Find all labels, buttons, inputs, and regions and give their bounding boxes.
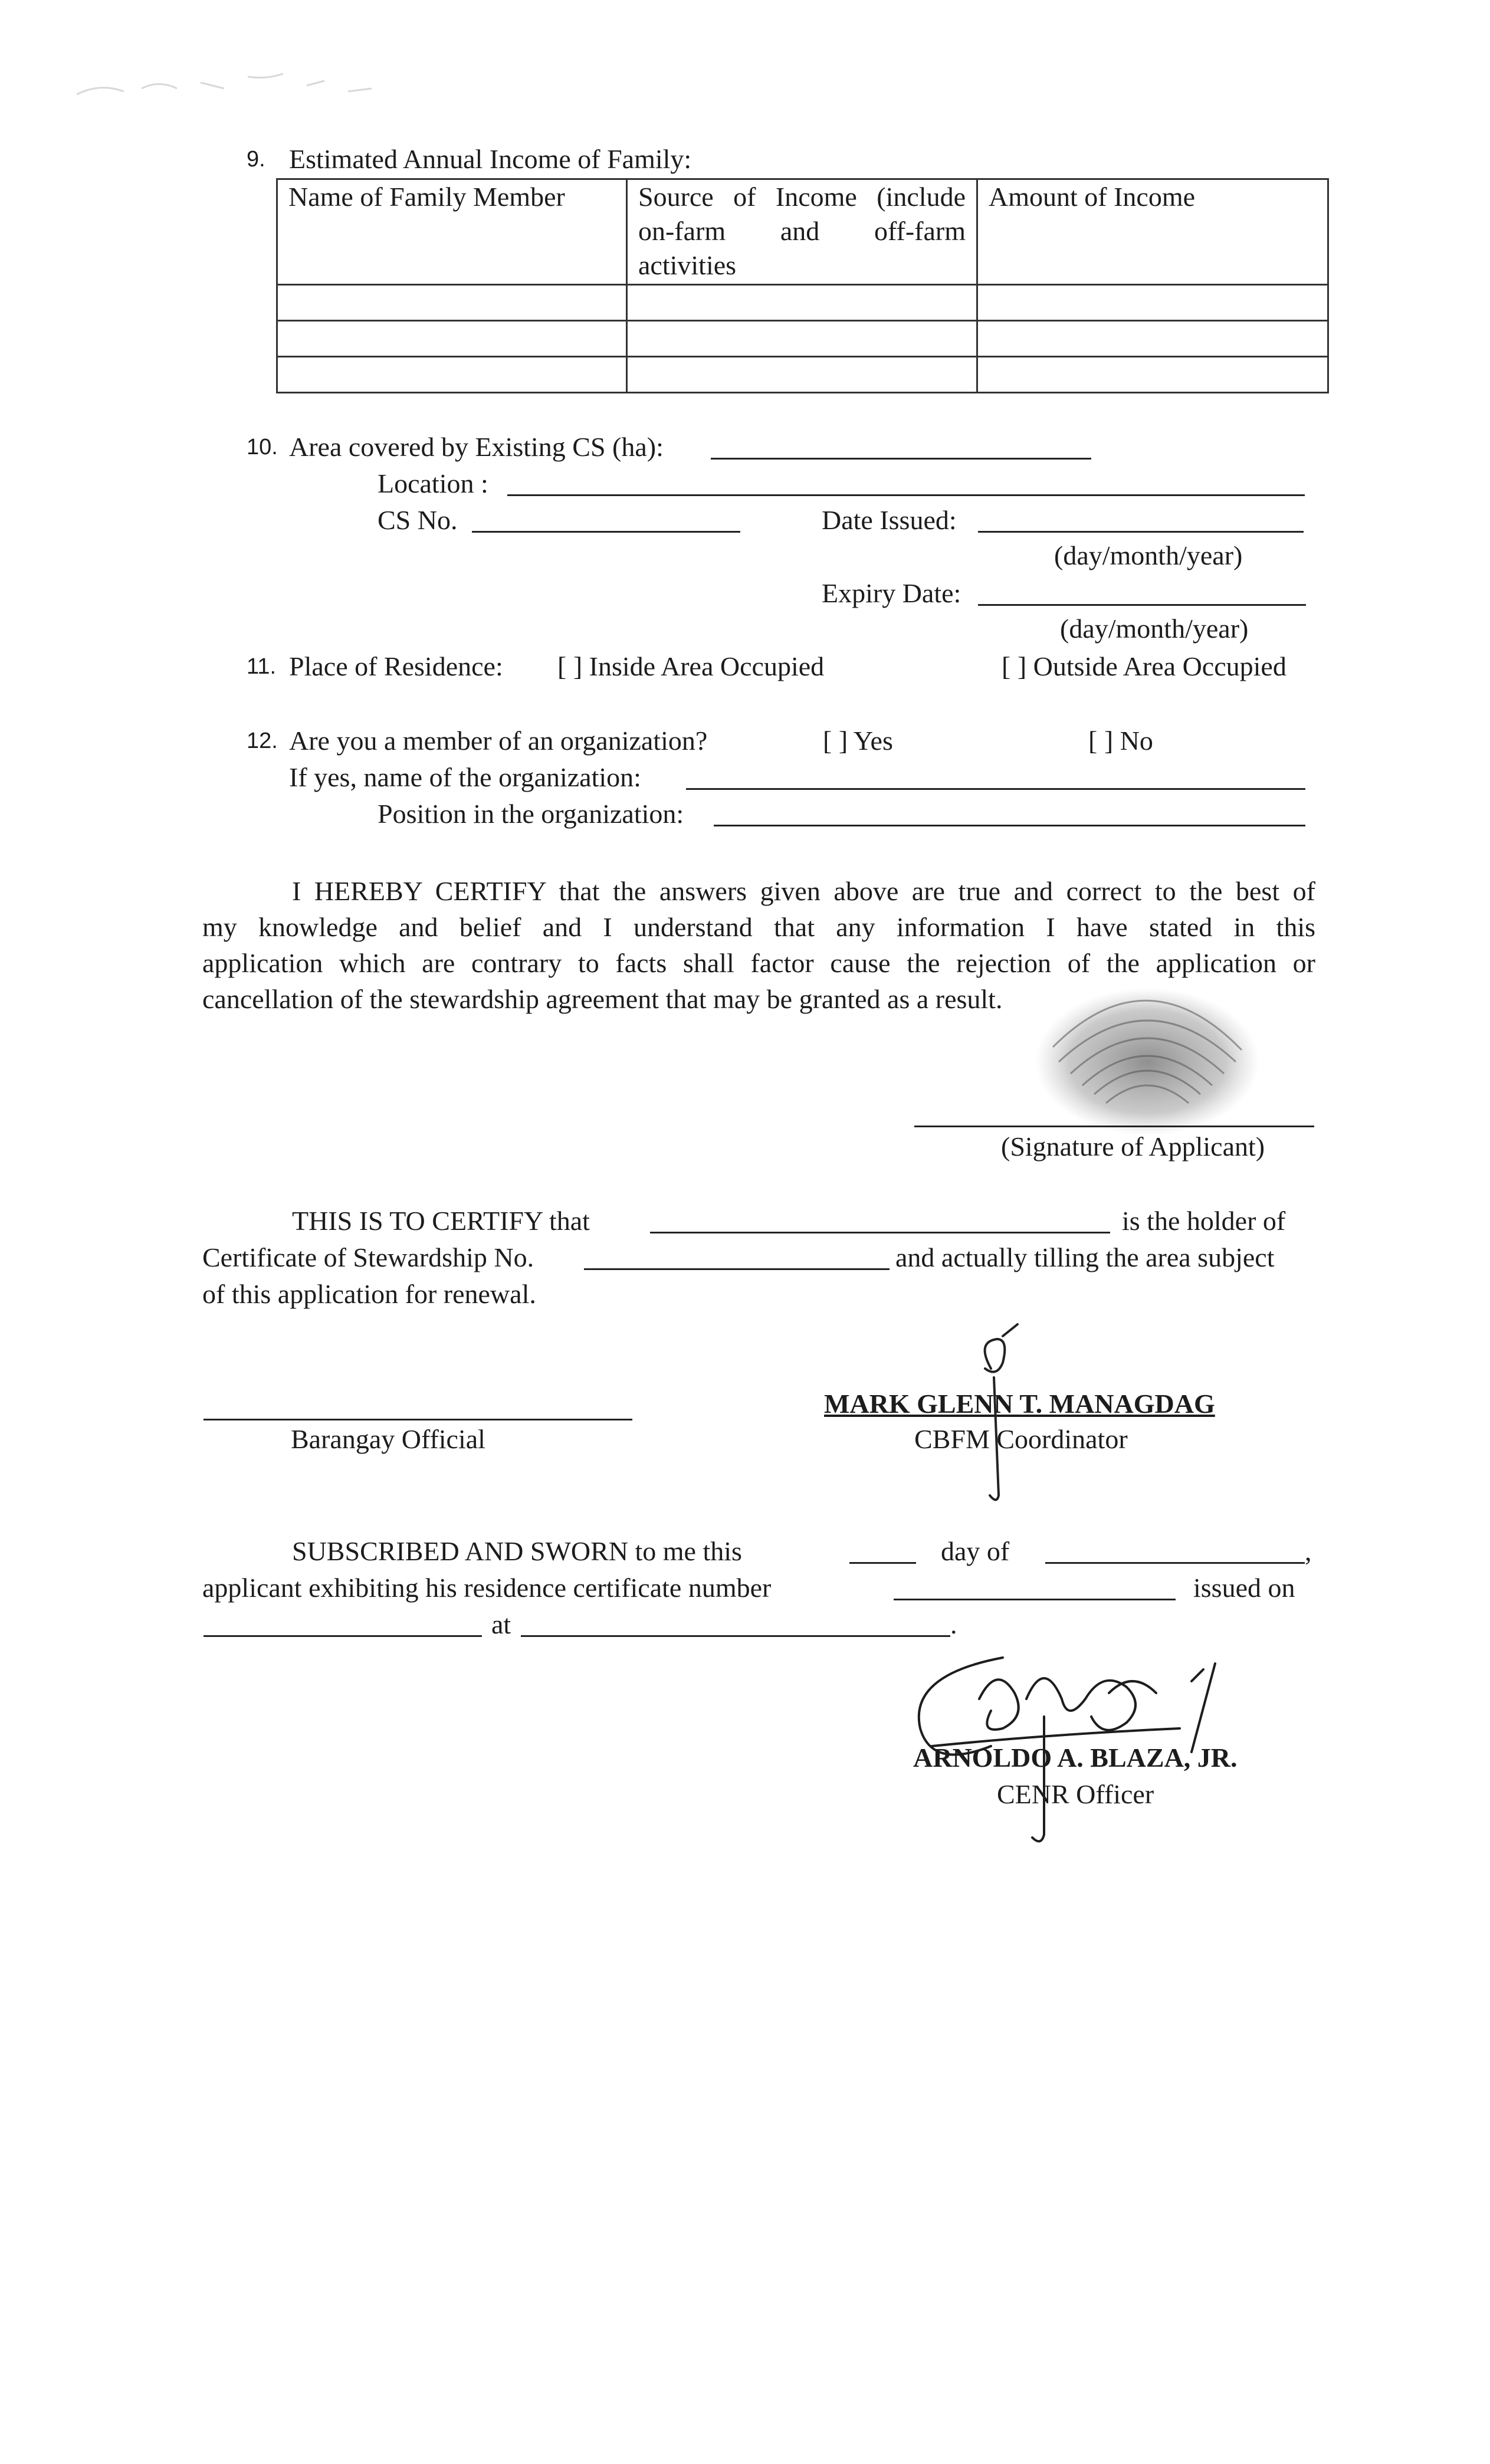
- income-table: [276, 178, 1329, 393]
- holder-cert-text: is the holder of: [1122, 1206, 1286, 1236]
- location-label: Location :: [378, 468, 488, 498]
- income-table-header: [277, 179, 1328, 285]
- sworn-text: day of: [941, 1536, 1010, 1566]
- issued-on-field[interactable]: [204, 1635, 482, 1637]
- expiry-date-field[interactable]: [978, 604, 1306, 606]
- sworn-text: applicant exhibiting his residence certificate number: [202, 1573, 772, 1603]
- org-position-field[interactable]: [714, 825, 1305, 826]
- holder-cert-text: and actually tilling the area subject: [895, 1242, 1275, 1272]
- coordinator-name: MARK GLENN T. MANAGDAG: [824, 1389, 1215, 1419]
- sworn-text: at: [491, 1609, 511, 1639]
- outside-area-checkbox[interactable]: [ ] Outside Area Occupied: [1002, 651, 1286, 681]
- stewardship-no-field[interactable]: [584, 1268, 890, 1270]
- org-position-label: Position in the organization:: [378, 799, 684, 829]
- thumbprint-mark: [1023, 979, 1271, 1144]
- sworn-text: SUBSCRIBED AND SWORN to me this: [292, 1536, 742, 1566]
- sworn-text: .: [950, 1609, 957, 1639]
- table-cell[interactable]: [626, 285, 977, 321]
- cs-no-field[interactable]: [472, 531, 740, 533]
- table-row: [277, 285, 1328, 321]
- org-name-field[interactable]: [686, 788, 1305, 790]
- section-9-label: Estimated Annual Income of Family:: [289, 144, 692, 174]
- yes-checkbox[interactable]: [ ] Yes: [823, 726, 893, 756]
- barangay-signature-line[interactable]: [204, 1419, 632, 1420]
- date-format-hint: (day/month/year): [1054, 540, 1243, 570]
- no-checkbox[interactable]: [ ] No: [1088, 726, 1153, 756]
- holder-cert-text: THIS IS TO CERTIFY that: [292, 1206, 590, 1236]
- holder-cert-text: of this application for renewal.: [202, 1279, 536, 1309]
- certification-line: my knowledge and belief and I understand that any information I have stated in this: [202, 912, 1315, 942]
- officer-title: CENR Officer: [997, 1779, 1154, 1809]
- organization-member-label: Are you a member of an organization?: [289, 726, 708, 756]
- barangay-official-caption: Barangay Official: [291, 1424, 485, 1454]
- certification-line: cancellation of the stewardship agreement that may be granted as a result.: [202, 984, 1003, 1014]
- sworn-month-field[interactable]: [1045, 1562, 1305, 1564]
- table-cell[interactable]: [977, 285, 1328, 321]
- applicant-signature-line[interactable]: [914, 1126, 1314, 1127]
- date-issued-field[interactable]: [978, 531, 1304, 533]
- col-family-member: Name of Family Member: [277, 179, 627, 285]
- issued-at-field[interactable]: [521, 1635, 950, 1637]
- inside-area-checkbox[interactable]: [ ] Inside Area Occupied: [557, 651, 825, 681]
- table-cell[interactable]: [277, 357, 627, 393]
- sworn-text: issued on: [1193, 1573, 1295, 1603]
- date-issued-label: Date Issued:: [822, 505, 957, 535]
- residence-cert-no-field[interactable]: [894, 1599, 1176, 1600]
- coordinator-signature: [967, 1321, 1038, 1510]
- holder-cert-text: Certificate of Stewardship No.: [202, 1242, 534, 1272]
- coordinator-title: CBFM Coordinator: [914, 1424, 1128, 1454]
- applicant-signature-caption: (Signature of Applicant): [1001, 1131, 1265, 1162]
- area-covered-label: Area covered by Existing CS (ha):: [289, 432, 664, 462]
- holder-name-field[interactable]: [650, 1232, 1110, 1233]
- expiry-date-label: Expiry Date:: [822, 578, 961, 608]
- table-row: [277, 357, 1328, 393]
- section-9-number: 9.: [247, 147, 265, 172]
- table-cell[interactable]: [977, 357, 1328, 393]
- section-10-number: 10.: [247, 435, 278, 460]
- scan-artifact: [71, 59, 401, 112]
- table-cell[interactable]: [277, 321, 627, 357]
- table-cell[interactable]: [977, 321, 1328, 357]
- table-row: [277, 321, 1328, 357]
- officer-name: ARNOLDO A. BLAZA, JR.: [913, 1743, 1238, 1773]
- col-source-of-income: Source of Income (include on-farm and off-farm activities: [626, 179, 977, 285]
- table-cell[interactable]: [626, 321, 977, 357]
- table-cell[interactable]: [277, 285, 627, 321]
- cs-no-label: CS No.: [378, 505, 458, 535]
- table-cell[interactable]: [626, 357, 977, 393]
- sworn-day-field[interactable]: [849, 1562, 916, 1564]
- certification-line: application which are contrary to facts shall factor cause the rejection of the application or: [202, 948, 1315, 978]
- org-name-label: If yes, name of the organization:: [289, 762, 641, 792]
- sworn-text: ,: [1305, 1536, 1312, 1566]
- section-11-number: 11.: [247, 654, 277, 679]
- certification-line: I HEREBY CERTIFY that the answers given above are true and correct to the best of: [292, 876, 1315, 906]
- place-of-residence-label: Place of Residence:: [289, 651, 503, 681]
- section-12-number: 12.: [247, 729, 278, 753]
- date-format-hint: (day/month/year): [1060, 613, 1249, 644]
- col-amount-of-income: Amount of Income: [977, 179, 1328, 285]
- location-field[interactable]: [507, 494, 1305, 496]
- area-covered-field[interactable]: [711, 458, 1091, 460]
